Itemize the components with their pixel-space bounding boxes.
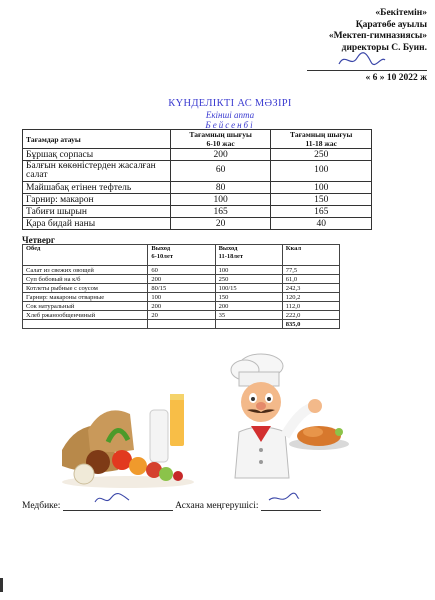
- canteen-head-label: Асхана меңгерушісі:: [175, 501, 259, 511]
- dish-name: Сок натуральный: [23, 302, 148, 311]
- healthy-food-illustration: [58, 380, 198, 490]
- col-dish-name: Тағамдар атауы: [23, 130, 171, 149]
- yield-small: 80/15: [148, 284, 215, 293]
- approval-village: Қаратөбе ауылы: [355, 19, 427, 30]
- table-row: [23, 161, 372, 182]
- russian-menu-table: [22, 244, 340, 329]
- kcal-value: 61,0: [282, 275, 339, 284]
- yield-large: 100/15: [215, 284, 282, 293]
- nurse-signature: [93, 492, 133, 506]
- portion-small: 100: [170, 194, 271, 206]
- dish-name: Суп бобовый на к/б: [23, 275, 148, 284]
- menu-weekday: Бейсенбі: [205, 120, 255, 130]
- table-row: [23, 206, 372, 218]
- col-portion-6-10: Тағамның шығуы 6-10 жас: [170, 130, 271, 149]
- col-yield-6-10: Выход 6-10лет: [148, 245, 215, 266]
- table-row: [23, 182, 372, 194]
- yield-small: 100: [148, 293, 215, 302]
- kcal-value: 120,2: [282, 293, 339, 302]
- table-row: [23, 149, 372, 161]
- yield-small: 200: [148, 302, 215, 311]
- portion-large: 100: [271, 161, 372, 182]
- table-row: [23, 293, 340, 302]
- col-kcal: Ккал: [282, 245, 339, 266]
- dish-name: Майшабақ етінен тефтель: [23, 182, 171, 194]
- portion-small: 80: [170, 182, 271, 194]
- approval-director: директоры С. Буин.: [341, 42, 427, 53]
- portion-large: 150: [271, 194, 372, 206]
- table-header-row: [23, 245, 340, 266]
- yield-large: 200: [215, 302, 282, 311]
- portion-large: 165: [271, 206, 372, 218]
- dish-name: Гарнир: макароны отварные: [23, 293, 148, 302]
- yield-large: 35: [215, 311, 282, 320]
- dish-name: Балғын көкөністерден жасалған салат: [23, 161, 171, 182]
- table-header-row: [23, 130, 372, 149]
- director-signature-line: [307, 56, 427, 71]
- portion-small: 20: [170, 218, 271, 230]
- canteen-signature-line: [261, 500, 321, 511]
- yield-large: 250: [215, 275, 282, 284]
- approval-block: [267, 8, 427, 85]
- signatures-footer: [22, 500, 352, 511]
- yield-small: 200: [148, 275, 215, 284]
- col-yield-11-18: Выход 11-18лет: [215, 245, 282, 266]
- nurse-signature-line: [63, 500, 173, 511]
- kcal-total: 835,0: [282, 320, 339, 329]
- portion-large: 40: [271, 218, 372, 230]
- canteen-signature: [267, 492, 301, 506]
- nurse-label: Медбике:: [22, 501, 61, 511]
- yield-small: 20: [148, 311, 215, 320]
- kcal-value: 222,0: [282, 311, 339, 320]
- portion-small: 165: [170, 206, 271, 218]
- kazakh-menu-table: [22, 129, 372, 230]
- dish-name: Табиғи шырын: [23, 206, 171, 218]
- dish-name: Бұршақ сорпасы: [23, 149, 171, 161]
- dish-name: Қара бидай наны: [23, 218, 171, 230]
- approval-title: «Бекітемін»: [375, 8, 427, 18]
- portion-large: 250: [271, 149, 372, 161]
- table-row: [23, 302, 340, 311]
- menu-week: Екінші апта: [205, 110, 255, 120]
- yield-large: 150: [215, 293, 282, 302]
- portion-large: 100: [271, 182, 372, 194]
- yield-small: 60: [148, 266, 215, 275]
- table-row: [23, 275, 340, 284]
- total-row: [23, 320, 340, 329]
- kcal-value: 112,0: [282, 302, 339, 311]
- approval-date: « 6 » 10 2022 ж: [365, 73, 427, 83]
- portion-small: 200: [170, 149, 271, 161]
- table-row: [23, 311, 340, 320]
- approval-school: «Мектеп-гимназиясы»: [328, 31, 427, 41]
- table-row: [23, 266, 340, 275]
- yield-large: 100: [215, 266, 282, 275]
- portion-small: 60: [170, 161, 271, 182]
- director-signature: [337, 50, 387, 70]
- dish-name: Салат из свежих овощей: [23, 266, 148, 275]
- table-row: [23, 284, 340, 293]
- kcal-value: 242,3: [282, 284, 339, 293]
- kcal-value: 77,5: [282, 266, 339, 275]
- table-row: [23, 194, 372, 206]
- thursday-heading: Четверг: [22, 235, 55, 245]
- menu-title: КҮНДЕЛІКТІ АС МӘЗІРІ: [168, 98, 292, 109]
- dish-name: Котлеты рыбные с соусом: [23, 284, 148, 293]
- dish-name: Хлеб ржанообщенчиный: [23, 311, 148, 320]
- col-portion-11-18: Тағамның шығуы 11-18 жас: [271, 130, 372, 149]
- page-edge-mark: [0, 578, 3, 592]
- table-row: [23, 218, 372, 230]
- dish-name: Гарнир: макарон: [23, 194, 171, 206]
- chef-illustration: [215, 352, 355, 482]
- col-lunch: Обед: [23, 245, 148, 266]
